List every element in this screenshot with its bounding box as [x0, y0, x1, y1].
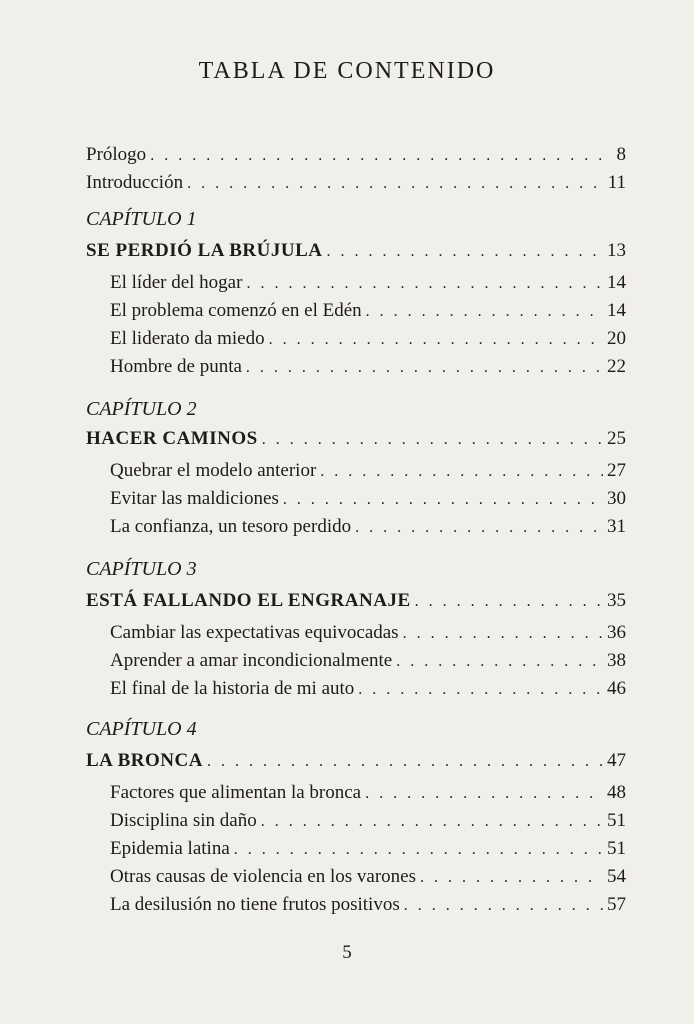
toc-section[interactable] [110, 356, 626, 382]
toc-chapter-4[interactable] [86, 750, 626, 776]
toc-entry-page: 22 [607, 356, 626, 377]
toc-entry-label: Disciplina sin daño [110, 810, 257, 831]
toc-chapter-title: HACER CAMINOS [86, 428, 258, 449]
dot-leader [396, 653, 603, 671]
dot-leader [261, 813, 603, 831]
dot-leader [320, 463, 603, 481]
toc-chapter-2[interactable] [86, 428, 626, 454]
toc-chapter-3[interactable] [86, 590, 626, 616]
toc-entry-label: Hombre de punta [110, 356, 242, 377]
toc-entry-page: 25 [607, 428, 626, 449]
toc-entry-label: Epidemia latina [110, 838, 230, 859]
toc-entry-page: 31 [607, 516, 626, 537]
dot-leader [246, 275, 603, 293]
dot-leader [207, 753, 603, 771]
dot-leader [404, 897, 603, 915]
dot-leader [355, 519, 603, 537]
toc-entry-label: Factores que alimentan la bronca [110, 782, 362, 803]
toc-section[interactable] [110, 622, 626, 648]
toc-entry-label: El final de la historia de mi auto [110, 678, 355, 699]
chapter-3-label: CAPÍTULO 3 [86, 558, 197, 580]
dot-leader [262, 431, 603, 449]
toc-entry-page: 51 [607, 810, 626, 831]
toc-entry-page: 8 [616, 144, 626, 165]
toc-entry-label: Quebrar el modelo anterior [110, 460, 317, 481]
toc-section[interactable] [110, 272, 626, 298]
dot-leader [246, 359, 603, 377]
toc-chapter-title: LA BRONCA [86, 750, 203, 771]
dot-leader [415, 593, 603, 611]
chapter-1-label: CAPÍTULO 1 [86, 208, 197, 230]
toc-entry-label: Introducción [86, 172, 184, 193]
toc-entry-label: El liderato da miedo [110, 328, 265, 349]
dot-leader [187, 175, 604, 193]
toc-section[interactable] [110, 650, 626, 676]
toc-chapter-title: ESTÁ FALLANDO EL ENGRANAJE [86, 590, 411, 611]
toc-entry-page: 47 [607, 750, 626, 771]
toc-entry-label: Otras causas de violencia en los varones [110, 866, 417, 887]
dot-leader [366, 303, 603, 321]
toc-entry-page: 35 [607, 590, 626, 611]
dot-leader [420, 869, 603, 887]
toc-section[interactable] [110, 894, 626, 920]
toc-entry-label: La confianza, un tesoro perdido [110, 516, 352, 537]
dot-leader [269, 331, 603, 349]
toc-entry-prologo[interactable] [86, 144, 626, 170]
toc-entry-label: Cambiar las expectativas equivocadas [110, 622, 399, 643]
toc-entry-label: Prólogo [86, 144, 147, 165]
toc-section[interactable] [110, 488, 626, 514]
toc-entry-page: 14 [607, 300, 626, 321]
toc-chapter-1[interactable] [86, 240, 626, 266]
toc-section[interactable] [110, 516, 626, 542]
toc-entry-label: Aprender a amar incondicionalmente [110, 650, 393, 671]
toc-chapter-title: SE PERDIÓ LA BRÚJULA [86, 240, 323, 261]
toc-section[interactable] [110, 678, 626, 704]
toc-section[interactable] [110, 782, 626, 808]
toc-section[interactable] [110, 810, 626, 836]
chapter-4-label: CAPÍTULO 4 [86, 718, 197, 740]
dot-leader [150, 147, 612, 165]
page-number: 5 [342, 942, 352, 963]
toc-entry-label: El líder del hogar [110, 272, 243, 293]
chapter-2-label: CAPÍTULO 2 [86, 398, 197, 420]
dot-leader [326, 243, 603, 261]
toc-section[interactable] [110, 460, 626, 486]
toc-section[interactable] [110, 866, 626, 892]
dot-leader [358, 681, 603, 699]
toc-section[interactable] [110, 838, 626, 864]
toc-entry-page: 11 [607, 172, 626, 193]
toc-entry-page: 46 [607, 678, 626, 699]
page-title: TABLA DE CONTENIDO [198, 58, 496, 84]
dot-leader [283, 491, 603, 509]
toc-entry-page: 38 [607, 650, 626, 671]
toc-entry-page: 30 [607, 488, 626, 509]
toc-entry-page: 54 [607, 866, 626, 887]
toc-entry-page: 14 [607, 272, 626, 293]
toc-entry-label: Evitar las maldiciones [110, 488, 279, 509]
toc-section[interactable] [110, 328, 626, 354]
toc-entry-page: 57 [607, 894, 626, 915]
toc-entry-label: La desilusión no tiene frutos positivos [110, 894, 400, 915]
dot-leader [365, 785, 603, 803]
toc-entry-page: 36 [607, 622, 626, 643]
toc-entry-page: 20 [607, 328, 626, 349]
toc-entry-introduccion[interactable] [86, 172, 626, 198]
toc-entry-page: 13 [607, 240, 626, 261]
dot-leader [234, 841, 603, 859]
toc-section[interactable] [110, 300, 626, 326]
toc-entry-page: 51 [607, 838, 626, 859]
toc-entry-label: El problema comenzó en el Edén [110, 300, 362, 321]
toc-entry-page: 48 [607, 782, 626, 803]
toc-entry-page: 27 [607, 460, 626, 481]
dot-leader [403, 625, 603, 643]
